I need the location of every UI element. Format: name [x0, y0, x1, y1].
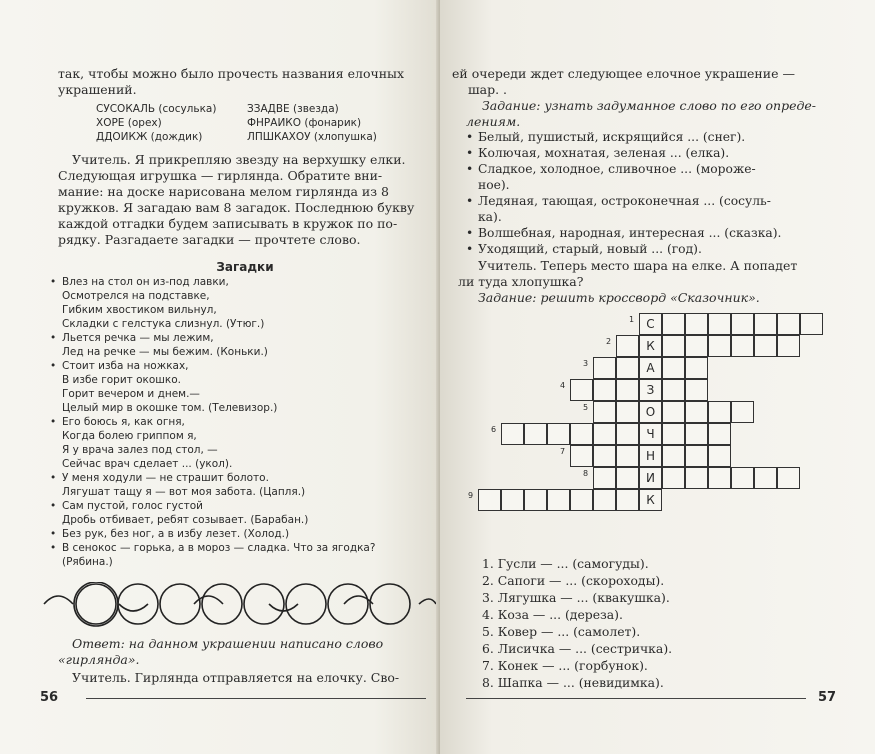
crossword-cell	[524, 489, 547, 511]
crossword-cell	[731, 335, 754, 357]
crossword-cell	[685, 401, 708, 423]
crossword-key-cell: К	[639, 335, 662, 357]
scrambled-left-1: СУСОКАЛЬ (сосулька)	[96, 103, 217, 115]
crossword-cell	[616, 467, 639, 489]
crossword-cell	[685, 423, 708, 445]
crossword-cell	[616, 335, 639, 357]
riddle-1-line-3: Гибким хвостиком вильнул,	[62, 304, 217, 316]
crossword-cell	[685, 313, 708, 335]
crossword-cell	[662, 423, 685, 445]
crossword-cell	[524, 423, 547, 445]
crossword-cell	[685, 467, 708, 489]
crossword-cell	[570, 379, 593, 401]
crossword-cell	[662, 357, 685, 379]
definition-4-line-2: ка).	[478, 210, 502, 224]
clue-6: 6. Лисичка — ... (сестричка).	[482, 641, 673, 656]
riddle-3-line-2: В избе горит окошко.	[62, 374, 182, 386]
crossword-row-number: 6	[491, 425, 497, 434]
riddle-7-line-1: • Без рук, без ног, а в избу лезет. (Холод.)	[62, 528, 289, 540]
riddle-8-line-1: • В сенокос — горька, а в мороз — сладка. Что за ягодка?	[62, 542, 375, 554]
crossword-row-number: 8	[583, 469, 589, 478]
crossword-cell	[570, 489, 593, 511]
crossword-cell	[501, 423, 524, 445]
scrambled-left-3: ДДОИКЖ (дождик)	[96, 131, 203, 143]
riddle-3-line-4: Целый мир в окошке том. (Телевизор.)	[62, 402, 278, 414]
crossword-cell	[708, 401, 731, 423]
crossword-row-number: 9	[468, 491, 474, 500]
crossword-cell	[777, 335, 800, 357]
crossword-cell	[570, 445, 593, 467]
crossword-cell	[662, 313, 685, 335]
crossword-cell	[570, 423, 593, 445]
teacher-line-5: каждой отгадки будем записывать в кружок по по-	[58, 216, 398, 231]
crossword-cell	[662, 445, 685, 467]
crossword-key-cell: А	[639, 357, 662, 379]
crossword-cell	[593, 423, 616, 445]
scrambled-left-2: ХОРЕ (орех)	[96, 117, 162, 129]
crossword-cell	[731, 401, 754, 423]
riddle-1-line-1: • Влез на стол он из-под лавки,	[62, 276, 229, 288]
riddle-6-line-2: Дробь отбивает, ребят созывает. (Барабан.)	[62, 514, 309, 526]
definition-1: • Белый, пушистый, искрящийся ... (снег).	[478, 130, 745, 144]
right-intro-2: шар. .	[468, 82, 507, 97]
crossword-cell	[593, 401, 616, 423]
crossword-key-cell: С	[639, 313, 662, 335]
page-number-right: 57	[818, 690, 837, 705]
task2: Задание: решить кроссворд «Сказочник».	[478, 290, 760, 305]
crossword-cell	[478, 489, 501, 511]
crossword-cell	[708, 423, 731, 445]
riddle-1-line-2: Осмотрелся на подставке,	[62, 290, 210, 302]
crossword-cell	[662, 467, 685, 489]
crossword-cell	[662, 401, 685, 423]
crossword-cell	[616, 379, 639, 401]
crossword-cell	[754, 467, 777, 489]
crossword-cell	[616, 489, 639, 511]
riddle-2-line-1: • Льется речка — мы лежим,	[62, 332, 214, 344]
crossword-key-cell: О	[639, 401, 662, 423]
crossword-row-number: 2	[606, 337, 612, 346]
crossword-cell	[708, 313, 731, 335]
crossword-cell	[593, 357, 616, 379]
definition-3-line-2: ное).	[478, 178, 510, 192]
crossword-cell	[593, 489, 616, 511]
scrambled-right-1: ЗЗАДВЕ (звезда)	[247, 103, 339, 115]
teacher-line-3: мание: на доске нарисована мелом гирлянда из 8	[58, 184, 389, 199]
crossword-cell	[501, 489, 524, 511]
definition-5: • Волшебная, народная, интересная ... (сказка).	[478, 226, 781, 240]
crossword-cell	[662, 379, 685, 401]
teacher-line-4: кружков. Я загадаю вам 8 загадок. Последнюю букву	[58, 200, 415, 215]
riddle-5-line-1: • У меня ходули — не страшит болото.	[62, 472, 269, 484]
crossword-cell	[593, 445, 616, 467]
teacher-right-2: ли туда хлопушка?	[458, 274, 584, 289]
crossword-key-cell: И	[639, 467, 662, 489]
riddle-5-line-2: Лягушат тащу я — вот моя забота. (Цапля.)	[62, 486, 306, 498]
crossword-cell	[754, 335, 777, 357]
crossword-cell	[777, 313, 800, 335]
crossword-cell	[800, 313, 823, 335]
crossword-row-number: 7	[560, 447, 566, 456]
riddle-4-line-4: Сейчас врач сделает ... (укол).	[62, 458, 233, 470]
crossword-row-number: 4	[560, 381, 566, 390]
teacher-line-2: Следующая игрушка — гирлянда. Обратите вни-	[58, 168, 383, 183]
crossword-cell	[616, 401, 639, 423]
crossword-cell	[708, 467, 731, 489]
clue-8: 8. Шапка — ... (невидимка).	[482, 675, 664, 690]
crossword-cell	[616, 357, 639, 379]
crossword-cell	[547, 423, 570, 445]
task1-line-2: лениям.	[466, 114, 521, 129]
crossword-cell	[731, 467, 754, 489]
footer-rule-left	[86, 698, 426, 699]
riddle-3-line-1: • Стоит изба на ножках,	[62, 360, 189, 372]
crossword-cell	[685, 379, 708, 401]
teacher-line-6: рядку. Разгадаете загадки — прочтете слово.	[58, 232, 361, 247]
scrambled-right-2: ФНРАИКО (фонарик)	[247, 117, 362, 129]
teacher-line-1: Учитель. Я прикрепляю звезду на верхушку елки.	[72, 152, 406, 167]
crossword-row-number: 1	[629, 315, 635, 324]
definition-3-line-1: • Сладкое, холодное, сливочное ... (мороже-	[478, 162, 756, 176]
crossword-row-number: 5	[583, 403, 589, 412]
crossword-cell	[616, 445, 639, 467]
riddle-4-line-2: Когда болею гриппом я,	[62, 430, 197, 442]
crossword-key-cell: К	[639, 489, 662, 511]
crossword-cell	[708, 335, 731, 357]
clue-4: 4. Коза — ... (дереза).	[482, 607, 623, 622]
definition-4-line-1: • Ледяная, тающая, остроконечная ... (сосуль-	[478, 194, 771, 208]
clue-7: 7. Конек — ... (горбунок).	[482, 658, 648, 673]
intro-line-2: украшений.	[58, 82, 137, 97]
crossword-cell	[616, 423, 639, 445]
crossword-cell	[685, 335, 708, 357]
riddle-3-line-3: Горит вечером и днем.—	[62, 388, 200, 400]
answer-line-2: «гирлянда».	[58, 652, 140, 667]
garland-drawing	[40, 582, 440, 632]
crossword-cell	[685, 357, 708, 379]
teacher-right-1: Учитель. Теперь место шара на елке. А попадет	[478, 258, 798, 273]
clue-5: 5. Ковер — ... (самолет).	[482, 624, 641, 639]
answer-line-1: Ответ: на данном украшении написано слово	[72, 636, 384, 651]
crossword-key-cell: Н	[639, 445, 662, 467]
crossword-cell	[708, 445, 731, 467]
crossword-cell	[685, 445, 708, 467]
crossword-cell	[593, 467, 616, 489]
definition-6: • Уходящий, старый, новый ... (год).	[478, 242, 702, 256]
riddle-4-line-3: Я у врача залез под стол, —	[62, 444, 218, 456]
crossword-cell	[547, 489, 570, 511]
riddle-4-line-1: • Его боюсь я, как огня,	[62, 416, 185, 428]
crossword-cell	[593, 379, 616, 401]
crossword-cell	[731, 313, 754, 335]
task1-line-1: Задание: узнать задуманное слово по его опреде-	[482, 98, 817, 113]
scrambled-right-3: ЛПШКАХОУ (хлопушка)	[247, 131, 377, 143]
riddles-title: Загадки	[216, 260, 274, 274]
clue-2: 2. Сапоги — ... (скороходы).	[482, 573, 665, 588]
footer-rule-right	[466, 698, 806, 699]
definition-2: • Колючая, мохнатая, зеленая ... (елка).	[478, 146, 729, 160]
crossword-key-cell: Ч	[639, 423, 662, 445]
riddle-8-line-2: (Рябина.)	[62, 556, 113, 568]
crossword-row-number: 3	[583, 359, 589, 368]
closing-line: Учитель. Гирлянда отправляется на елочку. Сво-	[72, 670, 400, 685]
riddle-6-line-1: • Сам пустой, голос густой	[62, 500, 203, 512]
right-intro-1: ей очереди ждет следующее елочное украшение —	[452, 66, 795, 81]
clue-3: 3. Лягушка — ... (квакушка).	[482, 590, 670, 605]
crossword-cell	[662, 335, 685, 357]
riddle-1-line-4: Складки с гелстука слизнул. (Утюг.)	[62, 318, 265, 330]
crossword-cell	[754, 313, 777, 335]
crossword-key-cell: З	[639, 379, 662, 401]
crossword-cell	[777, 467, 800, 489]
riddle-2-line-2: Лед на речке — мы бежим. (Коньки.)	[62, 346, 268, 358]
clue-1: 1. Гусли — ... (самогуды).	[482, 556, 649, 571]
page-number-left: 56	[40, 690, 59, 705]
intro-line-1: так, чтобы можно было прочесть названия елочных	[58, 66, 405, 81]
